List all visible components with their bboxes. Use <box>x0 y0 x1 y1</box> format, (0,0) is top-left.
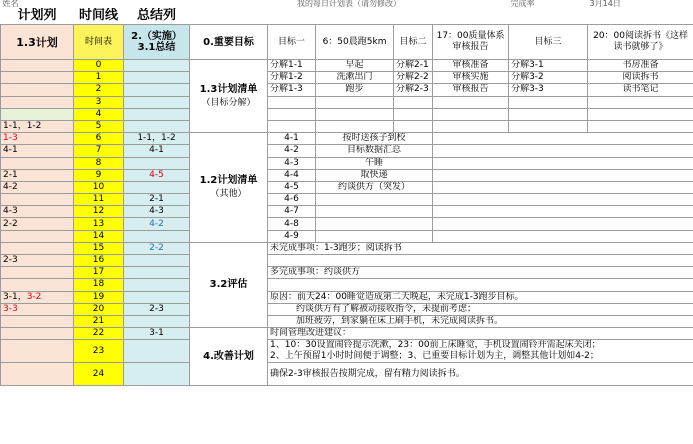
empty-cell[interactable] <box>433 230 693 242</box>
summary-cell[interactable] <box>124 315 190 327</box>
empty-cell[interactable] <box>433 218 693 230</box>
time-cell[interactable]: 6 <box>74 133 124 145</box>
summary-header-line2: 3.1总结 <box>137 42 176 53</box>
summary-cell[interactable]: 2-1 <box>124 194 190 206</box>
plan-cell[interactable] <box>1 267 74 279</box>
time-cell[interactable]: 11 <box>74 194 124 206</box>
table-row <box>1 84 693 96</box>
improve-line-1[interactable]: 时间管理改进建议： <box>268 328 693 340</box>
empty-cell[interactable] <box>433 133 693 145</box>
table-row <box>1 206 693 218</box>
plan-header[interactable]: 1.3计划 <box>1 25 74 60</box>
time-cell[interactable]: 13 <box>74 218 124 230</box>
empty-cell[interactable] <box>394 120 433 132</box>
empty-cell[interactable] <box>433 181 693 193</box>
summary-cell[interactable]: 2-3 <box>124 303 190 315</box>
decompose-text[interactable]: 审核准备 <box>433 60 509 72</box>
time-cell[interactable]: 23 <box>74 340 124 363</box>
decompose-text[interactable]: 阅读拆书 <box>588 72 693 84</box>
goal1-value[interactable]: 6：50晨跑5km <box>316 25 394 60</box>
table-row <box>1 133 693 145</box>
time-cell[interactable]: 10 <box>74 181 124 193</box>
time-cell[interactable]: 24 <box>74 363 124 386</box>
other-item-text[interactable]: 按时送孩子到校 <box>316 133 433 145</box>
summary-cell[interactable] <box>124 72 190 84</box>
section-32-title: 3.2评估 <box>190 242 268 327</box>
goal2-label: 目标二 <box>394 25 433 60</box>
time-cell[interactable]: 19 <box>74 291 124 303</box>
goal3-value[interactable]: 20：00阅读拆书《这样读书就够了》 <box>588 25 693 60</box>
summary-cell[interactable] <box>124 157 190 169</box>
time-cell[interactable]: 5 <box>74 120 124 132</box>
summary-cell[interactable]: 2-2 <box>124 242 190 254</box>
time-cell[interactable]: 22 <box>74 328 124 340</box>
empty-cell[interactable] <box>588 120 693 132</box>
time-cell[interactable]: 21 <box>74 315 124 327</box>
summary-cell[interactable]: 4-2 <box>124 218 190 230</box>
decompose-id[interactable]: 分解2-3 <box>394 84 433 96</box>
other-item-text[interactable] <box>316 194 433 206</box>
empty-cell[interactable] <box>268 279 693 291</box>
table-row <box>1 328 693 340</box>
date-label: 3月14日 <box>589 0 621 8</box>
plan-cell[interactable] <box>1 108 74 120</box>
table-row <box>1 181 693 193</box>
time-cell[interactable]: 7 <box>74 145 124 157</box>
section-13-subtitle: （目标分解） <box>201 97 256 108</box>
table-row <box>1 60 693 72</box>
empty-cell[interactable] <box>433 169 693 181</box>
column-title-row <box>1 8 693 25</box>
decompose-id[interactable]: 分解3-1 <box>509 60 588 72</box>
summary-cell[interactable] <box>124 108 190 120</box>
table-row <box>1 230 693 242</box>
time-cell[interactable]: 4 <box>74 108 124 120</box>
decompose-text[interactable]: 书房准备 <box>588 60 693 72</box>
time-cell[interactable]: 17 <box>74 267 124 279</box>
reason-line-3[interactable]: 加班疲劳，到家躺在床上刷手机，未完成阅读拆书。 <box>268 315 693 327</box>
decompose-id[interactable]: 分解1-3 <box>268 84 316 96</box>
other-item-number[interactable]: 4-1 <box>268 133 316 145</box>
plan-cell[interactable]: 4-3 <box>1 206 74 218</box>
summary-cell[interactable] <box>124 120 190 132</box>
table-row <box>1 96 693 108</box>
plan-cell[interactable]: 4-2 <box>1 181 74 193</box>
time-cell[interactable]: 12 <box>74 206 124 218</box>
sheet-title: 我的每日计划表（请勿修改） <box>297 0 402 8</box>
plan-cell[interactable] <box>1 328 74 340</box>
decompose-id[interactable]: 分解1-2 <box>268 72 316 84</box>
time-cell[interactable]: 1 <box>74 72 124 84</box>
section-13-title <box>190 60 268 133</box>
goal1-label: 目标一 <box>268 25 316 60</box>
plan-cell[interactable] <box>1 84 74 96</box>
section-12-title-text: 1.2计划清单 <box>199 174 258 186</box>
time-cell[interactable]: 8 <box>74 157 124 169</box>
decompose-text[interactable]: 跑步 <box>316 84 394 96</box>
other-item-text[interactable] <box>316 218 433 230</box>
summary-cell[interactable]: 4-5 <box>124 169 190 181</box>
other-item-number[interactable]: 4-2 <box>268 145 316 157</box>
improve-line-3: 2、上午预留1小时时间便于调整；3、已重要目标计划为主，调整其他计划如4-2； <box>270 351 599 362</box>
table-row <box>1 303 693 315</box>
table-row <box>1 279 693 291</box>
empty-cell[interactable] <box>433 145 693 157</box>
empty-cell[interactable] <box>268 108 316 120</box>
table-row <box>1 145 693 157</box>
other-item-number[interactable]: 4-9 <box>268 230 316 242</box>
summary-column-title: 总结列 <box>137 8 177 23</box>
decompose-text[interactable]: 审核报告 <box>433 84 509 96</box>
other-item-number[interactable]: 4-4 <box>268 169 316 181</box>
summary-cell[interactable] <box>124 279 190 291</box>
plan-cell[interactable]: 2-2 <box>1 218 74 230</box>
improve-lines-2-3[interactable] <box>268 340 693 363</box>
other-item-number[interactable]: 4-5 <box>268 181 316 193</box>
completion-label: 完成率 <box>510 0 535 8</box>
summary-cell[interactable] <box>124 267 190 279</box>
plan-column-title: 计划列 <box>17 8 57 23</box>
time-cell[interactable]: 15 <box>74 242 124 254</box>
empty-cell[interactable] <box>316 108 394 120</box>
other-item-number[interactable]: 4-7 <box>268 206 316 218</box>
other-item-text[interactable] <box>316 230 433 242</box>
other-item-text[interactable]: 目标数据汇总 <box>316 145 433 157</box>
plan-cell[interactable] <box>1 291 74 303</box>
plan-cell[interactable] <box>1 72 74 84</box>
summary-cell[interactable] <box>124 255 190 267</box>
plan-cell[interactable] <box>1 96 74 108</box>
goal3-label: 目标三 <box>509 25 588 60</box>
section-12-title <box>190 133 268 243</box>
time-cell[interactable]: 3 <box>74 96 124 108</box>
empty-cell[interactable] <box>588 108 693 120</box>
other-item-number[interactable]: 4-3 <box>268 157 316 169</box>
empty-cell[interactable] <box>509 120 588 132</box>
section-4-title: 4.改善计划 <box>190 328 268 386</box>
time-cell[interactable]: 9 <box>74 169 124 181</box>
plan-cell[interactable]: 2-1 <box>1 169 74 181</box>
plan-cell[interactable]: 3-3 <box>1 303 74 315</box>
other-item-text[interactable]: 约谈供方（突发） <box>316 181 433 193</box>
empty-cell[interactable] <box>394 108 433 120</box>
table-row <box>1 255 693 267</box>
extra-items[interactable]: 多完成事项：约谈供方 <box>268 267 693 279</box>
reason-line-1[interactable]: 原因：前天24：00睡觉造成第二天晚起，未完成1-3跑步目标。 <box>268 291 693 303</box>
table-row <box>1 267 693 279</box>
main-header-row <box>1 25 693 60</box>
empty-cell[interactable] <box>588 96 693 108</box>
other-item-text[interactable]: 取快递 <box>316 169 433 181</box>
empty-cell[interactable] <box>316 120 394 132</box>
decompose-text[interactable]: 洗漱出门 <box>316 72 394 84</box>
unfinished-items[interactable]: 未完成事项：1-3跑步；阅读拆书 <box>268 242 693 254</box>
plan-cell[interactable] <box>1 242 74 254</box>
empty-cell[interactable] <box>433 194 693 206</box>
section-13-title-text: 1.3计划清单 <box>199 83 258 95</box>
summary-cell[interactable] <box>124 291 190 303</box>
plan-cell[interactable] <box>1 230 74 242</box>
time-cell[interactable]: 20 <box>74 303 124 315</box>
plan-cell[interactable] <box>1 279 74 291</box>
empty-cell[interactable] <box>433 108 509 120</box>
time-cell[interactable]: 18 <box>74 279 124 291</box>
time-cell[interactable]: 14 <box>74 230 124 242</box>
decompose-text[interactable]: 读书笔记 <box>588 84 693 96</box>
goal2-value[interactable]: 17：00质量体系审核报告 <box>433 25 509 60</box>
plan-cell-part: 3-1， <box>3 291 27 302</box>
empty-cell[interactable] <box>268 96 316 108</box>
time-cell[interactable]: 2 <box>74 84 124 96</box>
empty-cell[interactable] <box>394 96 433 108</box>
time-header[interactable]: 时间表 <box>74 25 124 60</box>
table-row <box>1 72 693 84</box>
table-row <box>1 315 693 327</box>
plan-cell[interactable]: 2-3 <box>1 255 74 267</box>
empty-cell[interactable] <box>268 255 693 267</box>
summary-cell[interactable]: 4-1 <box>124 145 190 157</box>
decompose-id[interactable]: 分解1-1 <box>268 60 316 72</box>
summary-header[interactable] <box>124 25 190 60</box>
other-item-text[interactable]: 午睡 <box>316 157 433 169</box>
summary-cell[interactable]: 4-3 <box>124 206 190 218</box>
table-row <box>1 218 693 230</box>
other-item-text[interactable] <box>316 206 433 218</box>
important-goal-label: 0.重要目标 <box>190 25 268 60</box>
time-column-title: 时间线 <box>78 8 118 23</box>
decompose-id[interactable]: 分解3-3 <box>509 84 588 96</box>
summary-cell[interactable] <box>124 363 190 386</box>
plan-cell-part-red: 3-2 <box>26 291 42 302</box>
table-row <box>1 194 693 206</box>
empty-cell[interactable] <box>433 96 509 108</box>
decompose-text[interactable]: 审核实施 <box>433 72 509 84</box>
section-12-subtitle: （其他） <box>210 188 247 199</box>
empty-cell[interactable] <box>509 96 588 108</box>
empty-cell[interactable] <box>433 120 509 132</box>
empty-cell[interactable] <box>433 157 693 169</box>
summary-cell[interactable]: 3-1 <box>124 328 190 340</box>
summary-cell[interactable] <box>124 60 190 72</box>
summary-cell[interactable] <box>124 340 190 363</box>
summary-cell[interactable] <box>124 181 190 193</box>
table-row <box>1 340 693 363</box>
decompose-text[interactable]: 早起 <box>316 60 394 72</box>
empty-cell[interactable] <box>316 96 394 108</box>
plan-cell[interactable] <box>1 194 74 206</box>
decompose-id[interactable]: 分解3-2 <box>509 72 588 84</box>
improve-line-2: 1、10：30设置闹铃提示洗漱，23：00前上床睡觉，手机设置闹铃并需起床关闭； <box>270 340 601 351</box>
table-row <box>1 157 693 169</box>
summary-cell[interactable]: 1-1，1-2 <box>124 133 190 145</box>
plan-cell[interactable]: 1-3 <box>1 133 74 145</box>
table-row <box>1 291 693 303</box>
plan-cell[interactable] <box>1 363 74 386</box>
summary-cell[interactable] <box>124 230 190 242</box>
table-row <box>1 120 693 132</box>
decompose-id[interactable]: 分解2-1 <box>394 60 433 72</box>
plan-cell[interactable] <box>1 157 74 169</box>
summary-cell[interactable] <box>124 84 190 96</box>
table-row <box>1 363 693 386</box>
plan-cell[interactable] <box>1 60 74 72</box>
empty-cell[interactable] <box>268 120 316 132</box>
name-label: 姓名 <box>2 0 19 8</box>
plan-cell[interactable]: 1-1，1-2 <box>1 120 74 132</box>
other-item-number[interactable]: 4-8 <box>268 218 316 230</box>
table-row <box>1 242 693 254</box>
summary-cell[interactable] <box>124 96 190 108</box>
plan-cell[interactable] <box>1 340 74 363</box>
improve-line-4[interactable]: 确保2-3审核报告按期完成，留有精力阅读拆书。 <box>268 363 693 386</box>
table-row <box>1 108 693 120</box>
reason-line-2[interactable]: 约谈供方有了解被动接收指令，未提前考虑； <box>268 303 693 315</box>
plan-cell[interactable] <box>1 315 74 327</box>
empty-cell[interactable] <box>509 108 588 120</box>
other-item-number[interactable]: 4-6 <box>268 194 316 206</box>
time-cell[interactable]: 0 <box>74 60 124 72</box>
top-header-row <box>1 0 693 8</box>
decompose-id[interactable]: 分解2-2 <box>394 72 433 84</box>
plan-cell[interactable]: 4-1 <box>1 145 74 157</box>
empty-cell[interactable] <box>433 206 693 218</box>
summary-header-line1: 2.（实施） <box>131 31 182 42</box>
time-cell[interactable]: 16 <box>74 255 124 267</box>
table-row <box>1 169 693 181</box>
